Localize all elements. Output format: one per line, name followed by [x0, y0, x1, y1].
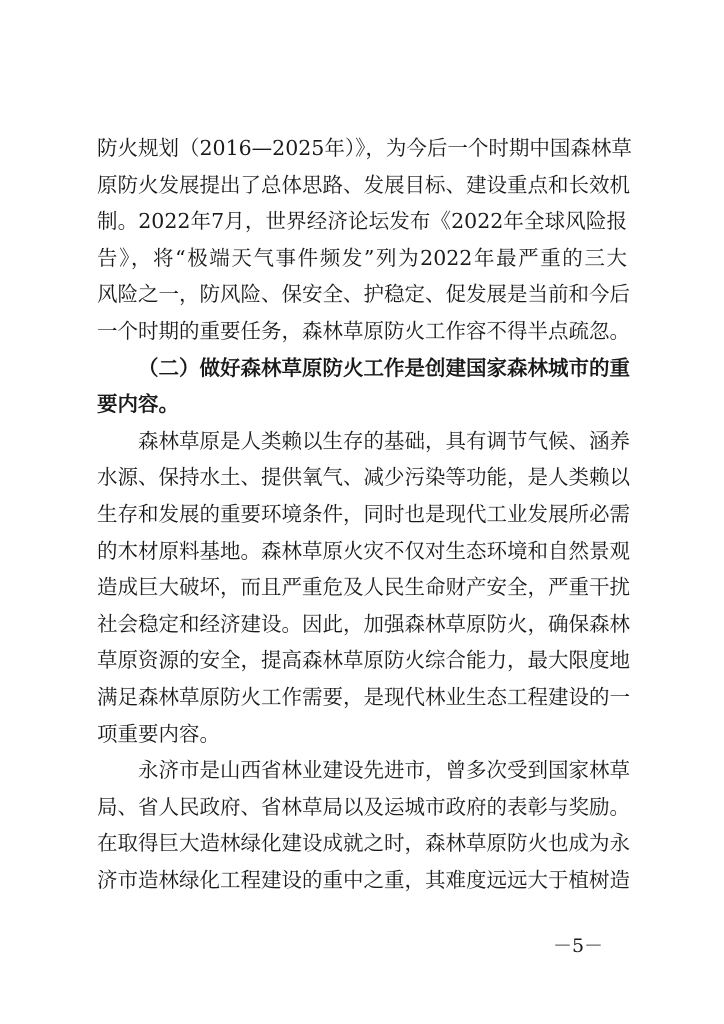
paragraph-1: [97, 130, 632, 350]
paragraph-3: [97, 423, 630, 752]
text-line: 生存和发展的重要环境条件，同时也是现代工业发展所必需: [97, 501, 630, 526]
text-line: 森林草原是人类赖以生存的基础，具有调节气候、涵养: [138, 428, 630, 453]
text-line: 风险之一，防风险、保安全、护稳定、促发展是当前和今后: [97, 282, 630, 307]
text-line: 制。2022年7月，世界经济论坛发布《2022年全球风险报: [97, 209, 627, 234]
section-heading: [97, 350, 630, 423]
text-line: 草原资源的安全，提高森林草原防火综合能力，最大限度地: [97, 648, 630, 673]
text-line: 一个时期的重要任务，森林草原防火工作容不得半点疏忽。: [97, 318, 630, 343]
heading-line: （二）做好森林草原防火工作是创建国家森林城市的重: [138, 355, 630, 380]
text-line: 济市造林绿化工程建设的重中之重，其难度远远大于植树造: [97, 867, 630, 892]
body-text: [97, 130, 632, 898]
paragraph-4: [97, 752, 630, 898]
text-line: 在取得巨大造林绿化建设成就之时，森林草原防火也成为永: [97, 831, 630, 856]
text-line: 局、省人民政府、省林草局以及运城市政府的表彰与奖励。: [97, 794, 630, 819]
text-line: 的木材原料基地。森林草原火灾不仅对生态环境和自然景观: [97, 538, 630, 563]
page-number: －5－: [552, 935, 604, 957]
text-line: 项重要内容。: [97, 721, 220, 746]
text-line: 原防火发展提出了总体思路、发展目标、建设重点和长效机: [97, 172, 630, 197]
text-line: 造成巨大破坏，而且严重危及人民生命财产安全，严重干扰: [97, 575, 630, 600]
text-line: 水源、保持水土、提供氧气、减少污染等功能，是人类赖以: [97, 465, 630, 490]
text-line: 告》，将“极端天气事件频发”列为2022年最严重的三大: [97, 245, 627, 270]
text-line: 防火规划（2016—2025年）》，为今后一个时期中国森林草: [97, 136, 632, 160]
text-line: 满足森林草原防火工作需要，是现代林业生态工程建设的一: [97, 684, 630, 709]
heading-line: 要内容。: [97, 392, 179, 417]
text-line: 永济市是山西省林业建设先进市，曾多次受到国家林草: [138, 758, 630, 783]
text-line: 社会稳定和经济建设。因此，加强森林草原防火，确保森林: [97, 611, 630, 636]
